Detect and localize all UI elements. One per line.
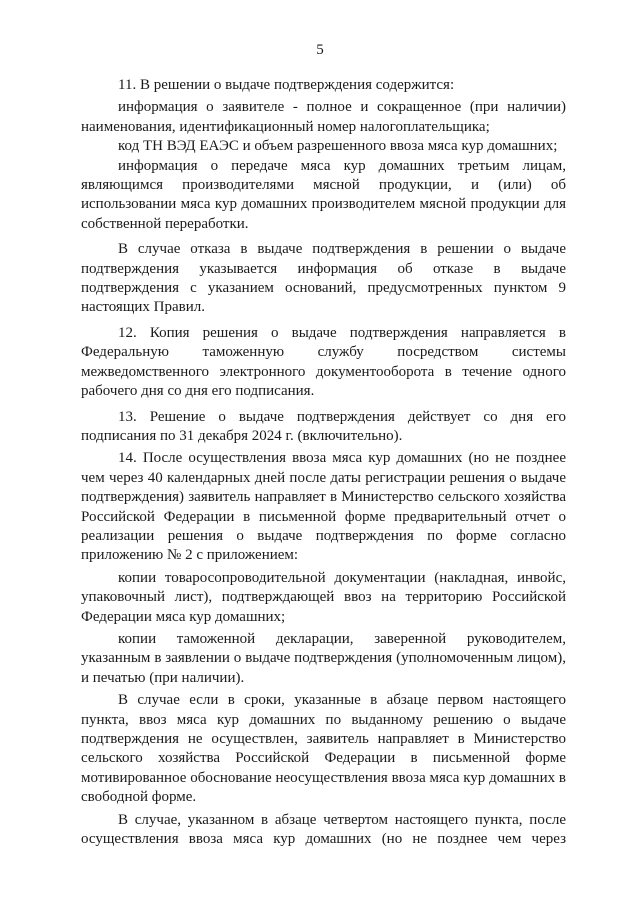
line: в свободной форме. [81, 769, 567, 806]
paragraph-11-transfer-info [81, 157, 566, 235]
line: код ТН ВЭД ЕАЭС и объем разрешенного ввоза мяса кур домашних; [118, 138, 558, 155]
line: В случае если в сроки, указанные в абзаце первом настоящего [118, 692, 566, 709]
line: межведомственного электронного документооборота в течение одного [81, 363, 566, 380]
line: информация о передаче мяса кур домашних третьим лицам, [118, 157, 566, 174]
paragraph-11 [81, 76, 566, 95]
line: в Федеральную таможенную службу посредством системы [81, 324, 566, 361]
line: упаковочный лист), подтверждающей ввоз на территорию Российской [81, 589, 566, 606]
line: мотивированное обоснование неосуществления ввоза мяса кур домашних [81, 769, 556, 786]
line: подписания по 31 декабря 2024 г. (включительно). [81, 427, 403, 444]
line: чем через 40 календарных дней после даты регистрации решения о выдаче [81, 469, 566, 486]
line: реализации решения о выдаче подтверждения по форме согласно [81, 527, 566, 544]
line: являющимся производителями мясной продукции, и (или) об [81, 177, 566, 194]
paragraph-14-not-imported [81, 691, 566, 807]
line: указанным в заявлении о выдаче подтверждения (уполномоченным [81, 650, 514, 667]
line: Федерации мяса кур домашних; [81, 608, 286, 625]
line: В случае, указанном в абзаце четвертом настоящего пункта, после [118, 811, 566, 828]
line: подтверждения указывается информация об отказе в выдаче [81, 260, 566, 277]
line: наименования, идентификационный номер налогоплательщика; [81, 118, 490, 135]
line: осуществления ввоза мяса кур домашних (но не позднее чем через [81, 831, 566, 848]
paragraph-13 [81, 408, 566, 447]
paragraph-11-tn-ved-code [81, 137, 566, 156]
line: Российской Федерации в письменной форме предварительный отчет о [81, 508, 566, 525]
paragraph-12 [81, 324, 566, 402]
line: подтверждения не осуществлен, заявитель направляет в Министерство [81, 731, 566, 747]
line: для собственной переработки. [81, 196, 566, 232]
line: 13. Решение о выдаче подтверждения действует со дня его [118, 408, 566, 425]
line: рабочего дня со дня его подписания. [81, 383, 315, 400]
paragraph-14-customs-declaration [81, 630, 566, 688]
line: информация о заявителе - полное и сокращенное (при наличии) [118, 99, 566, 116]
paragraph-14 [81, 449, 566, 565]
line: приложению № 2 с приложением: [81, 547, 299, 564]
paragraph-11-applicant-info [81, 98, 566, 137]
paragraph-11-refusal [81, 240, 566, 318]
line: лицом), и печатью (при наличии). [81, 650, 566, 686]
line: копии товаросопроводительной документации (накладная, инвойс, [118, 569, 566, 586]
paragraph-14-shipping-docs [81, 569, 566, 627]
line: 11. В решении о выдаче подтверждения содержится: [118, 77, 455, 93]
line: пункта, ввоз мяса кур домашних по выданному решению о выдаче [81, 711, 566, 728]
page-number: 5 [316, 42, 324, 58]
document-body [81, 76, 566, 849]
line: настоящих Правил. [81, 299, 205, 316]
line: копии таможенной декларации, заверенной руководителем, [118, 630, 566, 647]
paragraph-14-after-import [81, 811, 566, 850]
line: 14. После осуществления ввоза мяса кур домашних (но не позднее [118, 450, 566, 467]
line: подтверждения с указанием оснований, предусмотренных пунктом 9 [81, 280, 566, 297]
line: 12. Копия решения о выдаче подтверждения направляется [118, 324, 546, 341]
line: сельского хозяйства Российской Федерации в письменной форме [81, 750, 566, 767]
line: В случае отказа в выдаче подтверждения в решении о выдаче [118, 241, 566, 258]
line: подтверждения) заявитель направляет в Министерство сельского хозяйства [81, 489, 566, 506]
line: использовании мяса кур домашних производителем мясной продукции [81, 196, 540, 213]
